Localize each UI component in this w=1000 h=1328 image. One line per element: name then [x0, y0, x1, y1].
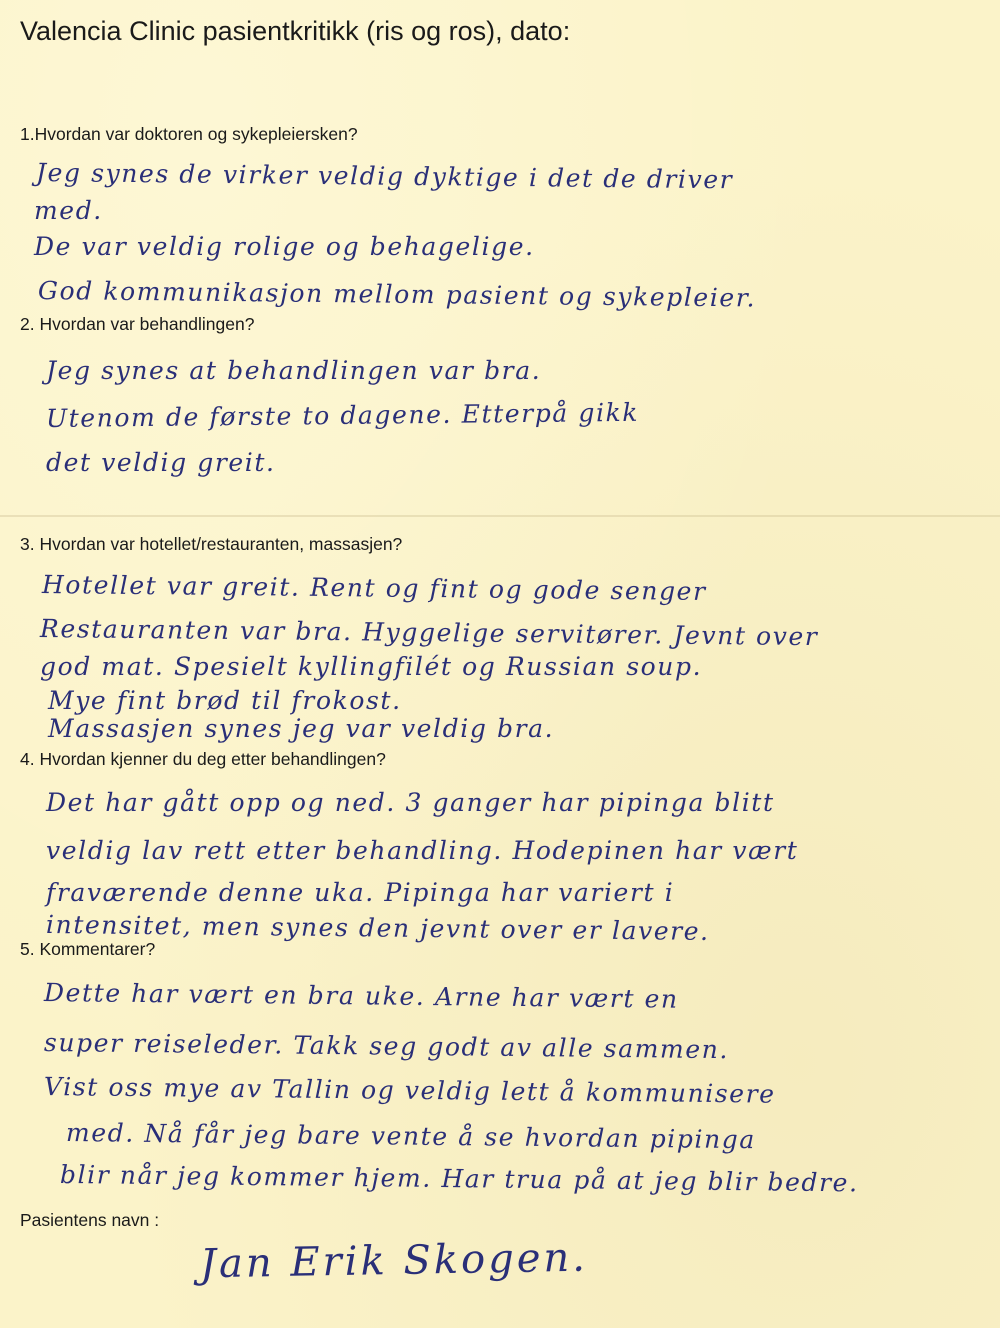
answer-1-line-1: Jeg synes de virker veldig dyktige i det de driver [35, 158, 734, 195]
form-title: Valencia Clinic pasientkritikk (ris og ros), dato: [20, 16, 571, 46]
answer-3-line-2: Restauranten var bra. Hyggelige servitører. Jevnt over [39, 614, 819, 652]
question-1-label: 1.Hvordan var doktoren og sykepleiersken? [20, 124, 358, 144]
answer-5-line-4: med. Nå får jeg bare vente å se hvordan pipinga [65, 1118, 757, 1155]
paper-fold-line [0, 515, 1000, 517]
answer-1-line-4: God kommunikasjon mellom pasient og sykepleier. [37, 276, 757, 313]
answer-5-line-1: Dette har vært en bra uke. Arne har vært en [43, 978, 679, 1014]
patient-signature: Jan Erik Skogen. [199, 1234, 589, 1288]
answer-3-line-4: Mye fint brød til frokost. [48, 686, 402, 715]
answer-2-line-3: det veldig greit. [46, 448, 276, 477]
question-2-label: 2. Hvordan var behandlingen? [20, 314, 255, 334]
answer-2-line-1: Jeg synes at behandlingen var bra. [46, 356, 542, 385]
question-3-label: 3. Hvordan var hotellet/restauranten, massasjen? [20, 534, 403, 554]
answer-5-line-2: super reiseleder. Takk seg godt av alle sammen. [43, 1028, 730, 1065]
answer-2-line-2: Utenom de første to dagene. Etterpå gikk [45, 397, 640, 433]
question-5-label: 5. Kommentarer? [20, 939, 156, 959]
answer-3-line-5: Massasjen synes jeg var veldig bra. [48, 714, 555, 743]
answer-4-line-1: Det har gått opp og ned. 3 ganger har pipinga blitt [46, 788, 775, 817]
answer-4-line-4: intensitet, men synes den jevnt over er lavere. [45, 910, 710, 946]
answer-4-line-2: veldig lav rett etter behandling. Hodepinen har vært [46, 836, 799, 865]
question-4-label: 4. Hvordan kjenner du deg etter behandlingen? [20, 749, 386, 769]
answer-5-line-5: blir når jeg kommer hjem. Har trua på at jeg blir bedre. [59, 1160, 859, 1198]
answer-3-line-3: god mat. Spesielt kyllingfilét og Russian soup. [40, 652, 703, 681]
answer-3-line-1: Hotellet var greit. Rent og fint og gode senger [41, 570, 707, 606]
answer-1-line-3: De var veldig rolige og behagelige. [34, 232, 535, 261]
patient-name-label: Pasientens navn : [20, 1210, 160, 1230]
answer-4-line-3: fraværende denne uka. Pipinga har variert i [46, 878, 675, 907]
answer-1-line-2: med. [34, 196, 103, 225]
answer-5-line-3: Vist oss mye av Tallin og veldig lett å kommunisere [43, 1072, 776, 1109]
